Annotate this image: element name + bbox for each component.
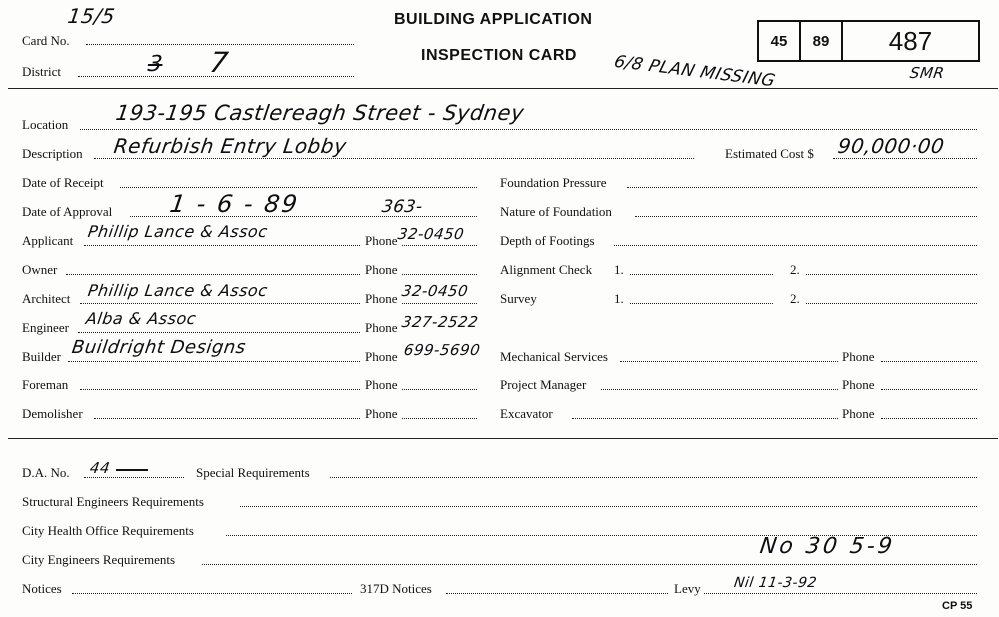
builder-phone-label: Phone (365, 349, 398, 364)
card-no-label: Card No. (22, 33, 70, 48)
date-of-receipt-label: Date of Receipt (22, 175, 104, 190)
notices-label: Notices (22, 581, 62, 596)
applicant-phone-label: Phone (365, 233, 398, 248)
estimated-cost-label: Estimated Cost $ (725, 146, 814, 161)
demolisher-phone-label: Phone (365, 406, 398, 421)
structural-engineers-label: Structural Engineers Requirements (22, 494, 204, 509)
levy-label: Levy (674, 581, 701, 596)
architect-phone-value: 32-0450 (400, 282, 470, 300)
title-line-1: BUILDING APPLICATION (394, 11, 593, 28)
description-value: Refurbish Entry Lobby (112, 134, 349, 158)
location-value: 193-195 Castlereagh Street - Sydney (114, 101, 526, 125)
foundation-pressure-label: Foundation Pressure (500, 175, 607, 190)
estimated-cost-line (833, 158, 977, 159)
project-manager-phone-line (881, 389, 977, 390)
applicant-phone-value: 32-0450 (396, 225, 466, 243)
alignment-2-label: 2. (790, 262, 800, 277)
applicant-value: Phillip Lance & Assoc (86, 222, 270, 241)
form-code: CP 55 (942, 600, 973, 612)
builder-label: Builder (22, 349, 61, 364)
depth-of-footings-label: Depth of Footings (500, 233, 595, 248)
excavator-label: Excavator (500, 406, 553, 421)
da-no-stroke (116, 469, 148, 471)
alignment-2-line (806, 274, 977, 275)
owner-line (66, 274, 360, 275)
owner-phone-label: Phone (365, 262, 398, 277)
demolisher-line (94, 418, 360, 419)
date-of-receipt-line (120, 187, 477, 188)
architect-phone-label: Phone (365, 291, 398, 306)
ref-box-3: 487 (841, 20, 980, 62)
depth-of-footings-line (614, 245, 977, 246)
survey-1-label: 1. (614, 291, 624, 306)
architect-label: Architect (22, 291, 71, 306)
project-manager-label: Project Manager (500, 377, 587, 392)
survey-2-line (806, 303, 977, 304)
lower-divider (8, 438, 998, 439)
notices-317d-label: 317D Notices (360, 581, 432, 596)
alignment-check-label: Alignment Check (500, 262, 593, 277)
applicant-line (84, 245, 360, 246)
city-engineers-value: No 30 5-9 (758, 534, 897, 559)
engineer-value: Alba & Assoc (84, 309, 198, 328)
builder-phone-value: 699-5690 (402, 341, 482, 359)
mechanical-services-label: Mechanical Services (500, 349, 608, 364)
foundation-pressure-line (627, 187, 977, 188)
alignment-1-line (630, 274, 773, 275)
location-label: Location (22, 117, 69, 132)
district-label: District (22, 64, 61, 79)
architect-value: Phillip Lance & Assoc (86, 281, 270, 300)
mechanical-phone-line (881, 361, 977, 362)
ref-box-2: 89 (799, 20, 843, 62)
survey-1-line (630, 303, 773, 304)
builder-value: Buildright Designs (70, 337, 248, 358)
card-no-line (86, 44, 354, 45)
da-no-value: 44 (88, 459, 112, 477)
description-line (94, 158, 694, 159)
levy-line (704, 593, 977, 594)
nature-of-foundation-label: Nature of Foundation (500, 204, 612, 219)
excavator-line (572, 418, 838, 419)
levy-value: Nil 11-3-92 (732, 575, 818, 591)
foreman-line (80, 389, 360, 390)
city-health-label: City Health Office Requirements (22, 523, 194, 538)
header-divider (8, 88, 998, 89)
engineer-phone-value: 327-2522 (400, 313, 480, 331)
project-manager-phone-label: Phone (842, 377, 875, 392)
da-no-label: D.A. No. (22, 465, 70, 480)
approval-note: 363- (380, 197, 424, 217)
title-line-2: INSPECTION CARD (421, 47, 577, 64)
location-line (80, 129, 977, 130)
special-requirements-label: Special Requirements (196, 465, 310, 480)
date-of-approval-value: 1 - 6 - 89 (168, 190, 301, 218)
project-manager-line (601, 389, 838, 390)
da-no-line (84, 477, 184, 478)
district-value: 7 (207, 46, 231, 79)
description-label: Description (22, 146, 83, 161)
initials: SMR (908, 64, 946, 82)
estimated-cost-value: 90,000·00 (836, 134, 946, 158)
nature-of-foundation-line (635, 216, 977, 217)
applicant-phone-line (402, 245, 477, 246)
foreman-phone-line (402, 389, 477, 390)
engineer-line (78, 332, 360, 333)
city-engineers-line (202, 564, 977, 565)
survey-2-label: 2. (790, 291, 800, 306)
owner-phone-line (402, 274, 477, 275)
excavator-phone-label: Phone (842, 406, 875, 421)
builder-line (68, 361, 360, 362)
foreman-phone-label: Phone (365, 377, 398, 392)
applicant-label: Applicant (22, 233, 74, 248)
survey-label: Survey (500, 291, 537, 306)
engineer-label: Engineer (22, 320, 69, 335)
excavator-phone-line (881, 418, 977, 419)
foreman-label: Foreman (22, 377, 69, 392)
owner-label: Owner (22, 262, 58, 277)
special-requirements-line (330, 477, 977, 478)
city-engineers-label: City Engineers Requirements (22, 552, 176, 567)
mechanical-phone-label: Phone (842, 349, 875, 364)
demolisher-label: Demolisher (22, 406, 83, 421)
notices-317d-line (446, 593, 668, 594)
district-struck-value: 3 (146, 52, 165, 77)
notices-line (72, 593, 352, 594)
architect-phone-line (402, 303, 477, 304)
date-of-approval-label: Date of Approval (22, 204, 113, 219)
mechanical-services-line (620, 361, 838, 362)
alignment-1-label: 1. (614, 262, 624, 277)
engineer-phone-label: Phone (365, 320, 398, 335)
ref-box-1: 45 (757, 20, 801, 62)
architect-line (80, 303, 360, 304)
card-no-value: 15/5 (66, 4, 117, 28)
plan-missing-annotation: 6/8 PLAN MISSING (611, 52, 778, 92)
structural-engineers-line (240, 506, 977, 507)
demolisher-phone-line (402, 418, 477, 419)
